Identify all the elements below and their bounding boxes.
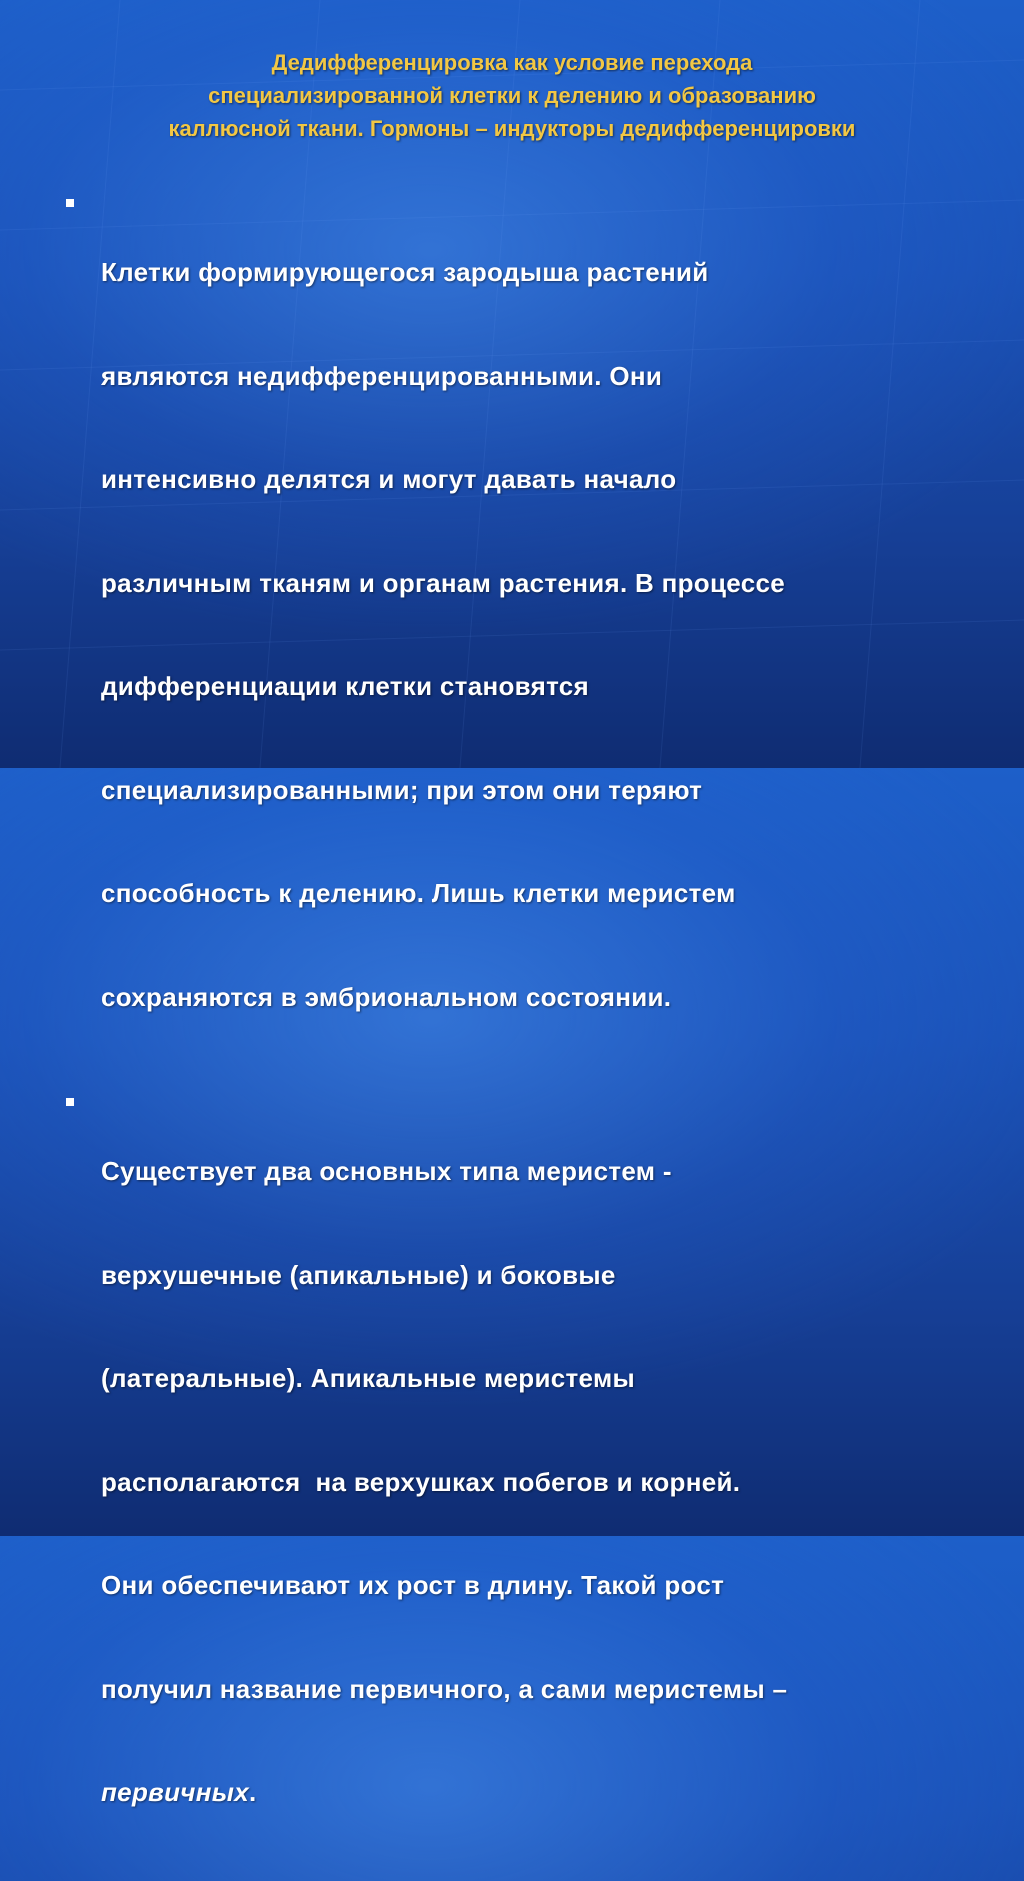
text-line [101, 1775, 980, 1810]
text-line: интенсивно делятся и могут давать начало [101, 464, 677, 494]
text-line: Существует два основных типа меристем - [101, 1156, 672, 1186]
text-line: Клетки формирующегося зародыша растений [101, 257, 709, 287]
bullet-text [101, 1085, 980, 1879]
title-line: Дедифференцировка как условие перехода [271, 50, 753, 75]
text-line: верхушечные (апикальные) и боковые [101, 1259, 616, 1290]
italic-term: первичных [101, 1777, 250, 1807]
title-line: каллюсной ткани. Гормоны – индукторы дедифференцировки [168, 116, 856, 141]
bullet-list [60, 186, 980, 1881]
bullet-item [60, 186, 980, 1083]
text-line: дифференциации клетки становятся [101, 671, 589, 701]
text-line: располагаются на верхушках побегов и корней. [101, 1466, 741, 1497]
square-bullet-icon [66, 199, 74, 207]
title-line: специализированной клетки к делению и образованию [208, 83, 816, 108]
bullet-item [60, 1085, 980, 1879]
bullet-text [101, 186, 980, 1083]
square-bullet-icon [66, 1098, 74, 1106]
text-line: сохраняются в эмбриональном состоянии. [101, 981, 672, 1012]
text-line: Они обеспечивают их рост в длину. Такой рост [101, 1570, 725, 1600]
text-line: специализированными; при этом они теряют [101, 774, 703, 805]
sentence-end: . [249, 1777, 257, 1807]
text-line: получил название первичного, а сами меристемы – [101, 1673, 788, 1704]
slide-title [40, 46, 984, 145]
text-line: (латеральные). Апикальные меристемы [101, 1363, 635, 1393]
text-line: являются недифференцированными. Они [101, 360, 663, 391]
text-line: способность к делению. Лишь клетки меристем [101, 878, 736, 908]
text-line: различным тканям и органам растения. В процессе [101, 567, 785, 598]
